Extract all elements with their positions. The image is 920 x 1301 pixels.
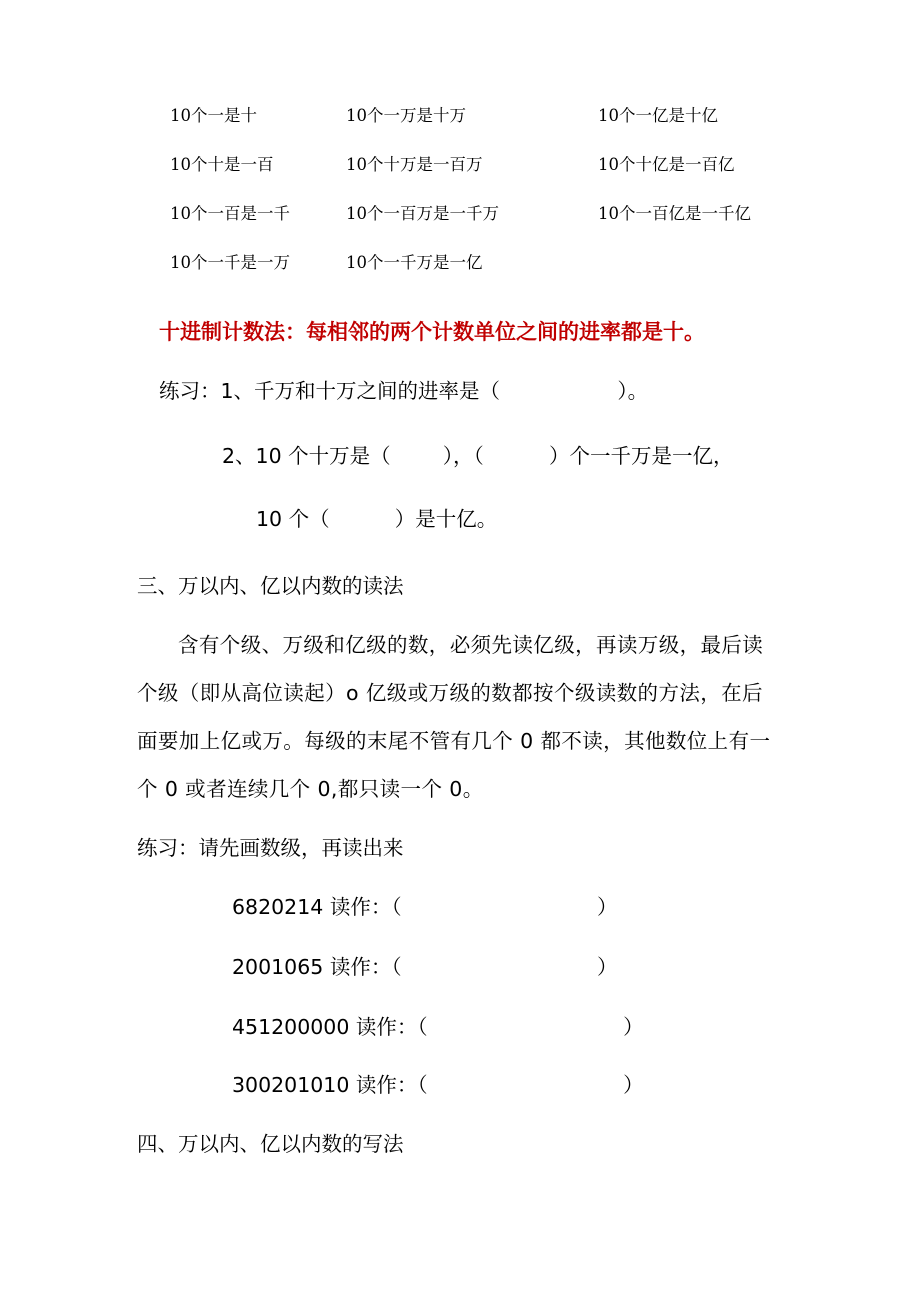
relation-text: 10个一千是一万 <box>170 253 290 272</box>
paragraph-line: 含有个级、万级和亿级的数，必须先读亿级，再读万级，最后读 <box>178 633 764 657</box>
paragraph-line: 个级（即从高位读起）o 亿级或万级的数都按个级读数的方法，在后 <box>137 681 763 705</box>
relation-text: 10个十亿是一百亿 <box>598 155 735 174</box>
reading-exercise-item: 300201010 读作：（ ） <box>232 1073 644 1097</box>
paragraph-line: 个 0 或者连续几个 0,都只读一个 0。 <box>137 777 484 801</box>
relation-text: 10个十是一百 <box>170 155 274 174</box>
relation-text: 10个一是十 <box>170 106 257 125</box>
reading-exercise-item: 451200000 读作：（ ） <box>232 1015 644 1039</box>
reading-exercise-item: 2001065 读作：（ ） <box>232 955 618 979</box>
relation-text: 10个一百是一千 <box>170 204 290 223</box>
reading-exercise-item: 6820214 读作：（ ） <box>232 895 618 919</box>
relation-text: 10个一千万是一亿 <box>346 253 483 272</box>
decimal-rule-heading: 十进制计数法：每相邻的两个计数单位之间的进率都是十。 <box>159 319 705 344</box>
exercise1-line3: 10 个（ ）是十亿。 <box>256 507 498 531</box>
relation-text: 10个十万是一百万 <box>346 155 483 174</box>
paragraph-line: 面要加上亿或万。每级的末尾不管有几个 0 都不读，其他数位上有一 <box>137 729 771 753</box>
relation-text: 10个一百万是一千万 <box>346 204 499 223</box>
section3-title: 三、万以内、亿以内数的读法 <box>137 574 404 598</box>
exercise1-line1: 练习：1、千万和十万之间的进率是（ ）。 <box>159 379 649 403</box>
relation-text: 10个一百亿是一千亿 <box>598 204 751 223</box>
exercise1-line2: 2、10 个十万是（ ），（ ）个一千万是一亿， <box>222 444 734 468</box>
relation-text: 10个一亿是十亿 <box>598 106 718 125</box>
exercise2-intro: 练习：请先画数级，再读出来 <box>137 836 404 860</box>
section4-title: 四、万以内、亿以内数的写法 <box>137 1132 404 1156</box>
relation-text: 10个一万是十万 <box>346 106 466 125</box>
